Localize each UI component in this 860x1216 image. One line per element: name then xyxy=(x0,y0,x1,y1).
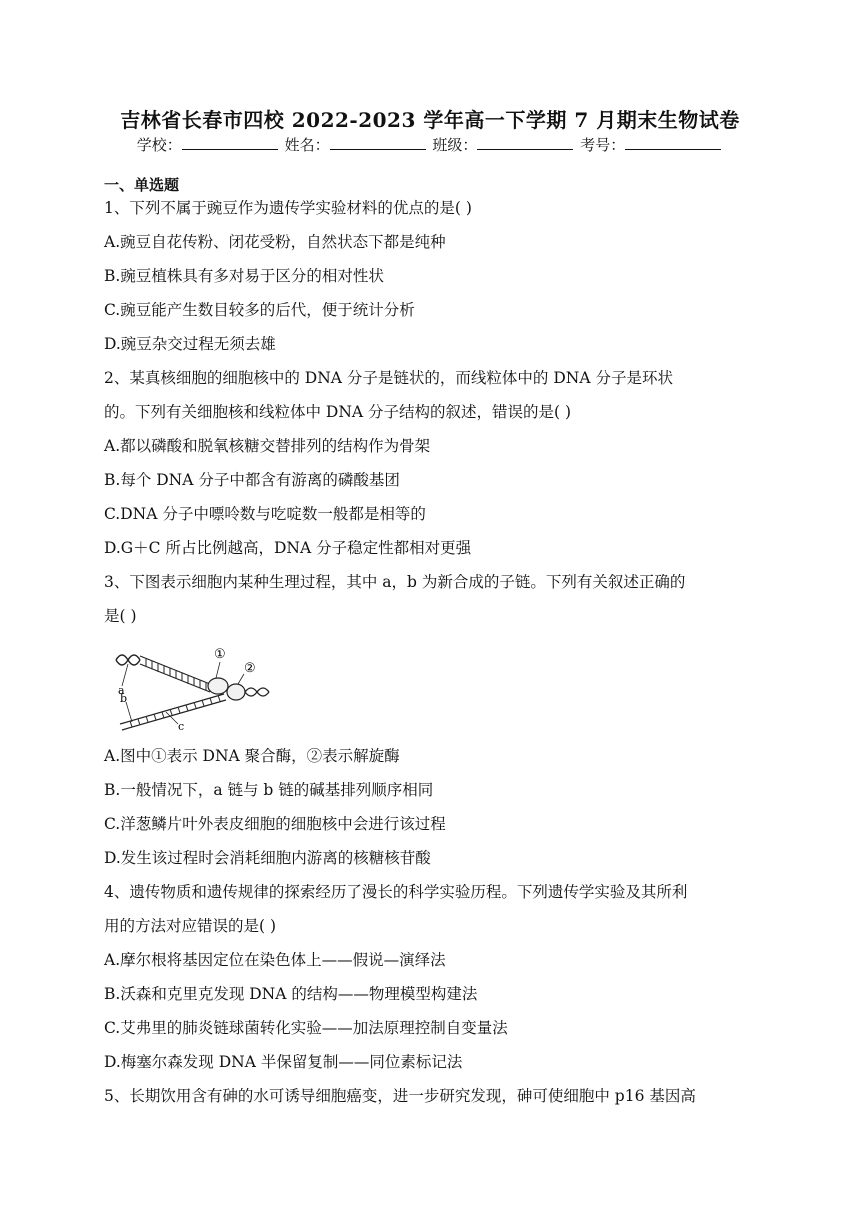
question-4-option-c: C.艾弗里的肺炎链球菌转化实验——加法原理控制自变量法 xyxy=(104,1019,508,1037)
field-school-blank[interactable] xyxy=(182,135,278,150)
figure-label-b: b xyxy=(120,692,128,705)
question-1-option-c: C.豌豆能产生数目较多的后代，便于统计分析 xyxy=(104,301,415,319)
enzyme-2-shape xyxy=(227,684,245,700)
question-4-option-d: D.梅塞尔森发现 DNA 半保留复制——同位素标记法 xyxy=(104,1053,463,1071)
field-exam-number-label: 考号： xyxy=(580,136,626,154)
question-3-option-c: C.洋葱鳞片叶外表皮细胞的细胞核中会进行该过程 xyxy=(104,815,446,833)
lower-daughter-strand xyxy=(120,694,226,730)
field-school-label: 学校： xyxy=(136,136,182,154)
section-title: 一、单选题 xyxy=(104,176,180,194)
question-1-option-a: A.豌豆自花传粉、闭花受粉，自然状态下都是纯种 xyxy=(104,233,446,251)
figure-label-a: a xyxy=(118,684,125,697)
upper-daughter-strand xyxy=(140,656,210,692)
figure-label-1: ① xyxy=(214,647,226,662)
question-2-option-b: B.每个 DNA 分子中都含有游离的磷酸基团 xyxy=(104,471,400,489)
field-name-blank[interactable] xyxy=(330,135,426,150)
question-3-option-d: D.发生该过程时会消耗细胞内游离的核糖核苷酸 xyxy=(104,849,431,867)
question-2-option-d: D.G＋C 所占比例越高，DNA 分子稳定性都相对更强 xyxy=(104,539,472,557)
question-4-option-b: B.沃森和克里克发现 DNA 的结构——物理模型构建法 xyxy=(104,985,478,1003)
page-title: 吉林省长春市四校 2022-2023 学年高一下学期 7 月期末生物试卷 xyxy=(120,108,740,132)
question-1-stem: 1、下列不属于豌豆作为遗传学实验材料的优点的是( ) xyxy=(104,199,472,217)
field-name-label: 姓名： xyxy=(284,136,330,154)
question-2-option-a: A.都以磷酸和脱氧核糖交替排列的结构作为骨架 xyxy=(104,437,431,455)
question-2-stem-line1: 2、某真核细胞的细胞核中的 DNA 分子是链状的，而线粒体中的 DNA 分子是环状 xyxy=(104,369,673,387)
question-3-stem-line2: 是( ) xyxy=(104,607,137,625)
field-exam-number-blank[interactable] xyxy=(625,135,721,150)
question-4-option-a: A.摩尔根将基因定位在染色体上——假说—演绎法 xyxy=(104,951,446,969)
field-class-label: 班级： xyxy=(432,136,478,154)
figure-label-c: c xyxy=(178,720,185,732)
figure-label-2: ② xyxy=(244,661,256,676)
question-3-option-b: B.一般情况下，a 链与 b 链的碱基排列顺序相同 xyxy=(104,781,434,799)
question-4-stem-line2: 用的方法对应错误的是( ) xyxy=(104,917,277,935)
question-5-stem-line1: 5、长期饮用含有砷的水可诱导细胞癌变，进一步研究发现，砷可使细胞中 p16 基因高 xyxy=(104,1087,696,1105)
enzyme-1-shape xyxy=(208,678,228,694)
student-info-line xyxy=(0,134,860,155)
question-3-stem-line1: 3、下图表示细胞内某种生理过程，其中 a，b 为新合成的子链。下列有关叙述正确的 xyxy=(104,573,686,591)
question-3-option-a: A.图中①表示 DNA 聚合酶，②表示解旋酶 xyxy=(104,747,400,765)
question-1-option-b: B.豌豆植株具有多对易于区分的相对性状 xyxy=(104,267,384,285)
question-2-stem-line2: 的。下列有关细胞核和线粒体中 DNA 分子结构的叙述，错误的是( ) xyxy=(104,403,572,421)
question-4-stem-line1: 4、遗传物质和遗传规律的探索经历了漫长的科学实验历程。下列遗传学实验及其所利 xyxy=(104,883,688,901)
question-1-option-d: D.豌豆杂交过程无须去雄 xyxy=(104,335,276,353)
question-2-option-c: C.DNA 分子中嘌呤数与吃啶数一般都是相等的 xyxy=(104,505,426,523)
dna-replication-figure xyxy=(112,638,272,732)
field-class-blank[interactable] xyxy=(477,135,573,150)
